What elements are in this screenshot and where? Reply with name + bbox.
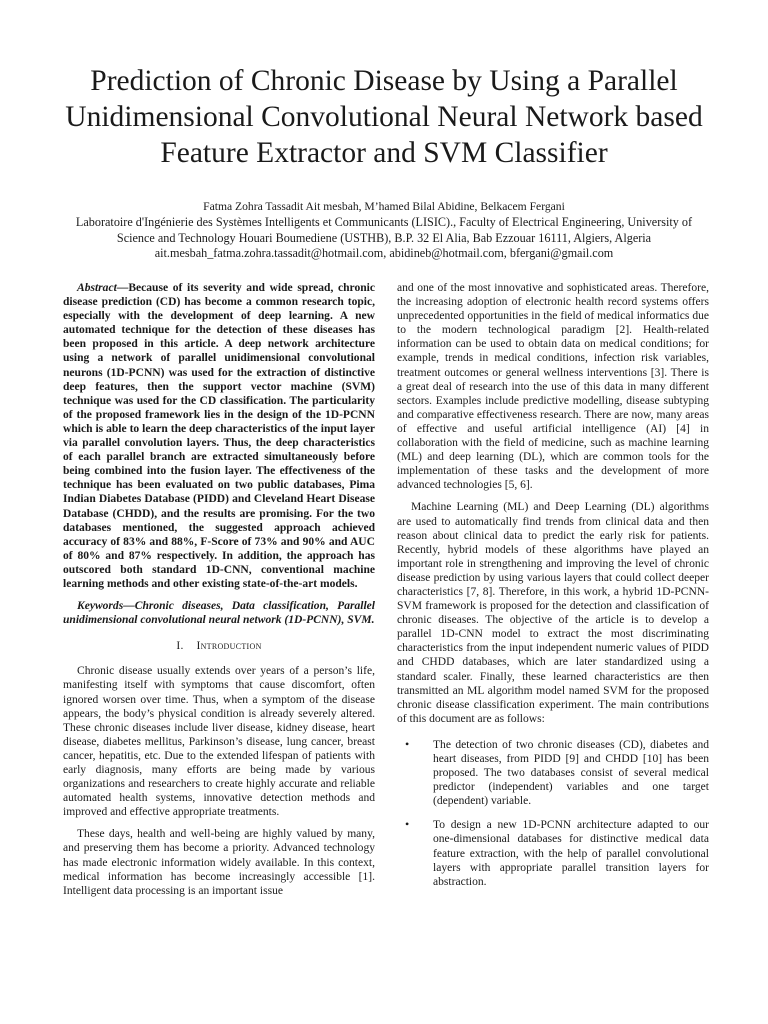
title-line: Prediction of Chronic Disease by Using a Parallel xyxy=(90,65,678,97)
list-item-text: The detection of two chronic diseases (CD), diabetes and heart diseases, from PIDD [9] and CHDD [10] has been proposed. The two databases consist of several medical predictor (independent) variables and one target (dependent) variable. xyxy=(433,738,709,808)
list-item xyxy=(405,736,709,808)
list-item xyxy=(405,817,709,888)
section-title: Introduction xyxy=(196,640,262,653)
bullet-icon: • xyxy=(405,736,410,751)
abstract-text: —Because of its severity and wide spread, chronic disease prediction (CD) has become a common research topic, especially with the development of deep learning. A new automated technique for the detection of these diseases has been proposed in this article. A deep network architecture using a network of parallel unidimensional convolutional neurons (1D-PCNN) was used for the extraction of distinctive deep features, then the support vector machine (SVM) technique was used for the CD classification. The particularity of the proposed framework lies in the design of the 1D-PCNN which is able to learn the deep characteristics of the input layer via parallel convolution layers. Thus, the deep characteristics of each parallel branch are extracted simultaneously before being combined into the fusion layer. The effectiveness of the technique has been evaluated on two public databases, Pima Indian Diabetes Database (PIDD) and Cleveland Heart Disease Database (CHDD), and the results are promising. For the two databases mentioned, the suggested approach achieved accuracy of 83% and 88%, F-Score of 73% and 90% and AUC of 80% and 87% respectively. In addition, the approach has outscored both standard 1D-CNN, conventional machine learning methods and other existing state-of-the-art models. xyxy=(63,282,375,590)
abstract xyxy=(63,281,375,591)
paper-title xyxy=(40,63,728,171)
section-heading xyxy=(63,639,375,653)
keywords-label: Keywords xyxy=(77,600,124,613)
body-paragraph: and one of the most innovative and sophisticated areas. Therefore, the increasing adoption of electronic health record systems offers unprecedented opportunities in the field of medical informatics due to the modern technological paradigm [2]. Health-related information can be used to obtain data on medical conditions; for example, trends in medical conditions, infection risk variables, treatment outcomes or general wellness interventions [3]. There is a great deal of research into the use of this data in many different sectors. Examples include predictive modelling, disease subtyping and comparative effectiveness research. There are now, many areas of effective and useful artificial intelligence (AI) [4] in collaboration with the field of medicine, such as machine learning (ML) and deep learning (DL), which are common tools for the implementation of these tasks and the development of more advanced technologies [5, 6]. xyxy=(397,282,709,492)
affiliation-block xyxy=(40,215,728,262)
left-column xyxy=(63,281,375,898)
contributions-list xyxy=(397,738,709,889)
author-emails: ait.mesbah_fatma.zohra.tassadit@hotmail.com, abidineb@hotmail.com, bfergani@gmail.com xyxy=(154,246,614,260)
section-number: I. xyxy=(176,640,184,653)
body-paragraph: Machine Learning (ML) and Deep Learning (DL) algorithms are used to automatically find trends from clinical data and then reason about clinical data to predict the early risk for patients. Recently, hybrid models of these algorithms have played an important role in strengthening and improving the level of chronic disease prediction by using various layers that could collect deeper characteristics [7, 8]. Therefore, in this work, a hybrid 1D-PCNN-SVM framework is proposed for the detection and classification of chronic diseases. The objective of the article is to develop a parallel 1D-CNN model to extract the most discriminating characteristics from the input independent numeric values of PIDD and CHDD databases, which are later standardized using a standard scaler. Finally, these learned characteristics are then transmitted an ML algorithm model named SVM for the proposed chronic disease classification experiment. The main contributions of this document are as follows: xyxy=(397,501,709,725)
keywords-text: —Chronic diseases, Data classification, Parallel unidimensional convolutional neural network (1D-PCNN), SVM. xyxy=(63,600,375,627)
body-paragraph: Chronic disease usually extends over years of a person’s life, manifesting itself with symptoms that cause discomfort, often ignored worsen over time. Thus, when a symptom of the disease appears, the body’s physical condition is already severely altered. These chronic diseases include liver disease, kidney disease, heart disease, diabetes mellitus, Parkinson’s disease, lung cancer, breast cancer, hepatitis, etc. Due to the extended lifespan of patients with early diagnosis, many efforts are being made by various organizations and researchers to create highly accurate and reliable automated health systems, innovative detection methods and improved and effective appropriate treatments. xyxy=(63,665,375,819)
list-item-text: To design a new 1D-PCNN architecture adapted to our one-dimensional databases for distinctive medical data feature extraction, with the help of parallel convolutional layers with appropriate parallel transition layers for abstraction. xyxy=(433,819,709,888)
body-paragraph: These days, health and well-being are highly valued by many, and preserving them has become a priority. Advanced technology has made electronic information widely available. In this context, medical information has become increasingly accessible [1]. Intelligent data processing is an important issue xyxy=(63,828,375,897)
title-line: Unidimensional Convolutional Neural Network based xyxy=(65,101,703,133)
bullet-icon: • xyxy=(405,817,410,832)
title-line: Feature Extractor and SVM Classifier xyxy=(160,137,608,169)
abstract-label: Abstract xyxy=(77,282,117,294)
affiliation-line: Science and Technology Houari Boumediene (USTHB), B.P. 32 El Alia, Bab Ezzouar 16111, Algiers, Algeria xyxy=(116,230,652,245)
right-column xyxy=(397,281,709,899)
author-list: Fatma Zohra Tassadit Ait mesbah, M’hamed Bilal Abidine, Belkacem Fergani xyxy=(203,200,565,213)
affiliation-line: Laboratoire d'Ingénierie des Systèmes Intelligents et Communicants (LISIC)., Faculty of Electrical Engineering, University of xyxy=(75,215,693,229)
keywords xyxy=(63,599,375,627)
